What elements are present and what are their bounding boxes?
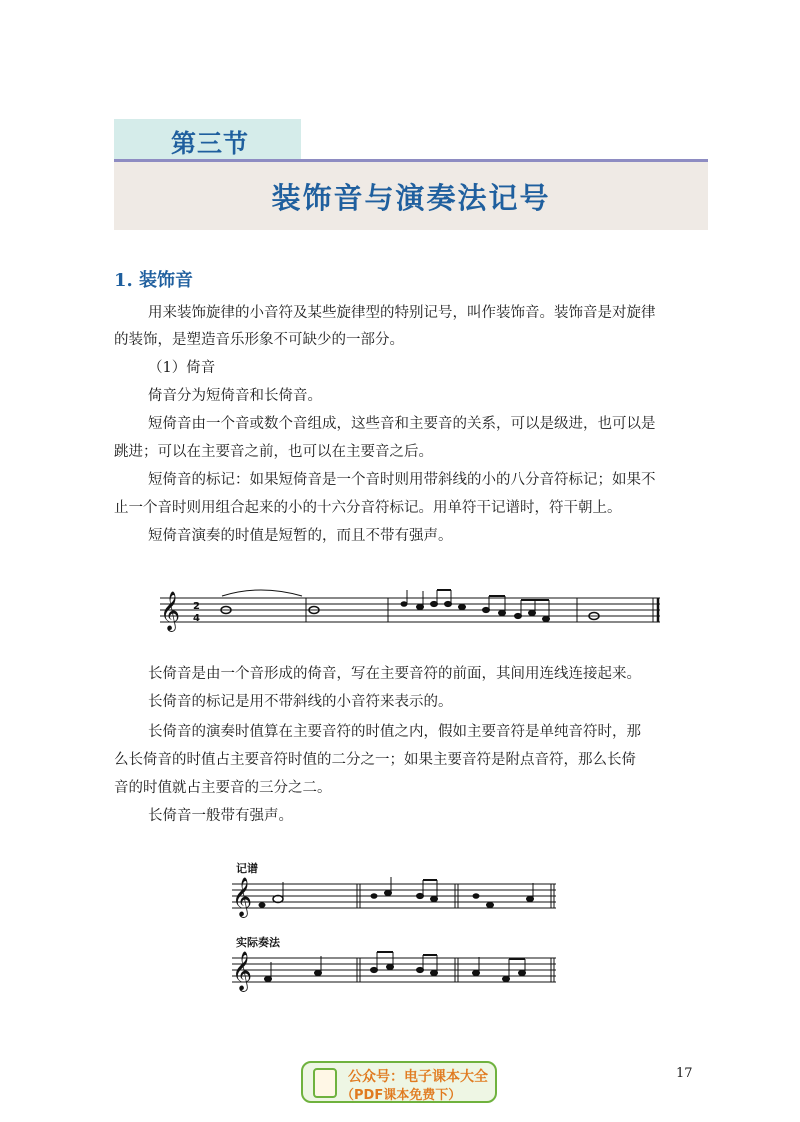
paragraph-line: 短倚音由一个音或数个音组成，这些音和主要音的关系，可以是级进，也可以是 [148, 416, 656, 432]
paragraph-line: 么长倚音的时值占主要音符时值的二分之一；如果主要音符是附点音符，那么长倚 [114, 752, 636, 768]
paragraph-line: 的装饰，是塑造音乐形象不可缺少的一部分。 [114, 332, 404, 348]
footer-badge[interactable] [301, 1061, 497, 1103]
subheading-appoggiatura: （1）倚音 [148, 360, 216, 376]
paragraph-line: 止一个音时则用组合起来的小的十六分音符标记。用单符干记谱时，符干朝上。 [114, 500, 622, 516]
paragraph-line: 短倚音的标记：如果短倚音是一个音时则用带斜线的小的八分音符标记；如果不 [148, 472, 656, 488]
section-title: 装饰音与演奏法记号 [271, 181, 551, 215]
label-written: 记谱 [236, 862, 258, 875]
notes-written [259, 877, 534, 908]
staff-example-1 [160, 590, 660, 622]
paragraph-line: 短倚音演奏的时值是短暂的，而且不带有强声。 [148, 528, 453, 544]
paragraph-line: 长倚音的标记是用不带斜线的小音符来表示的。 [148, 694, 453, 710]
badge-line-1: 公众号：电子课本大全 [348, 1069, 488, 1085]
notes-example-1 [221, 590, 599, 622]
page-number: 17 [676, 1066, 693, 1081]
paragraph-line: 长倚音一般带有强声。 [148, 808, 293, 824]
time-signature-bottom: 4 [193, 613, 200, 624]
paragraph-line: 音的时值就占主要音的三分之二。 [114, 780, 332, 796]
section-number: 第三节 [171, 129, 250, 158]
paragraph-line: 长倚音的演奏时值算在主要音符的时值之内，假如主要音符是单纯音符时，那 [148, 724, 641, 740]
label-performed: 实际奏法 [236, 936, 280, 949]
paragraph-line: 长倚音是由一个音形成的倚音，写在主要音符的前面，其间用连线连接起来。 [148, 666, 641, 682]
notes-performed [265, 952, 526, 982]
book-icon [313, 1068, 337, 1098]
badge-line-2: （PDF课本免费下） [341, 1088, 462, 1103]
heading-ornaments: 1. 装饰音 [114, 270, 194, 291]
paragraph-line: 用来装饰旋律的小音符及某些旋律型的特别记号，叫作装饰音。装饰音是对旋律 [148, 305, 656, 321]
treble-clef-icon: 𝄞 [232, 951, 253, 991]
paragraph-line: 倚音分为短倚音和长倚音。 [148, 388, 322, 404]
time-signature-top: 2 [193, 601, 200, 612]
paragraph-line: 跳进；可以在主要音之前，也可以在主要音之后。 [114, 444, 433, 460]
treble-clef-icon: 𝄞 [160, 591, 181, 631]
treble-clef-icon: 𝄞 [232, 877, 253, 917]
